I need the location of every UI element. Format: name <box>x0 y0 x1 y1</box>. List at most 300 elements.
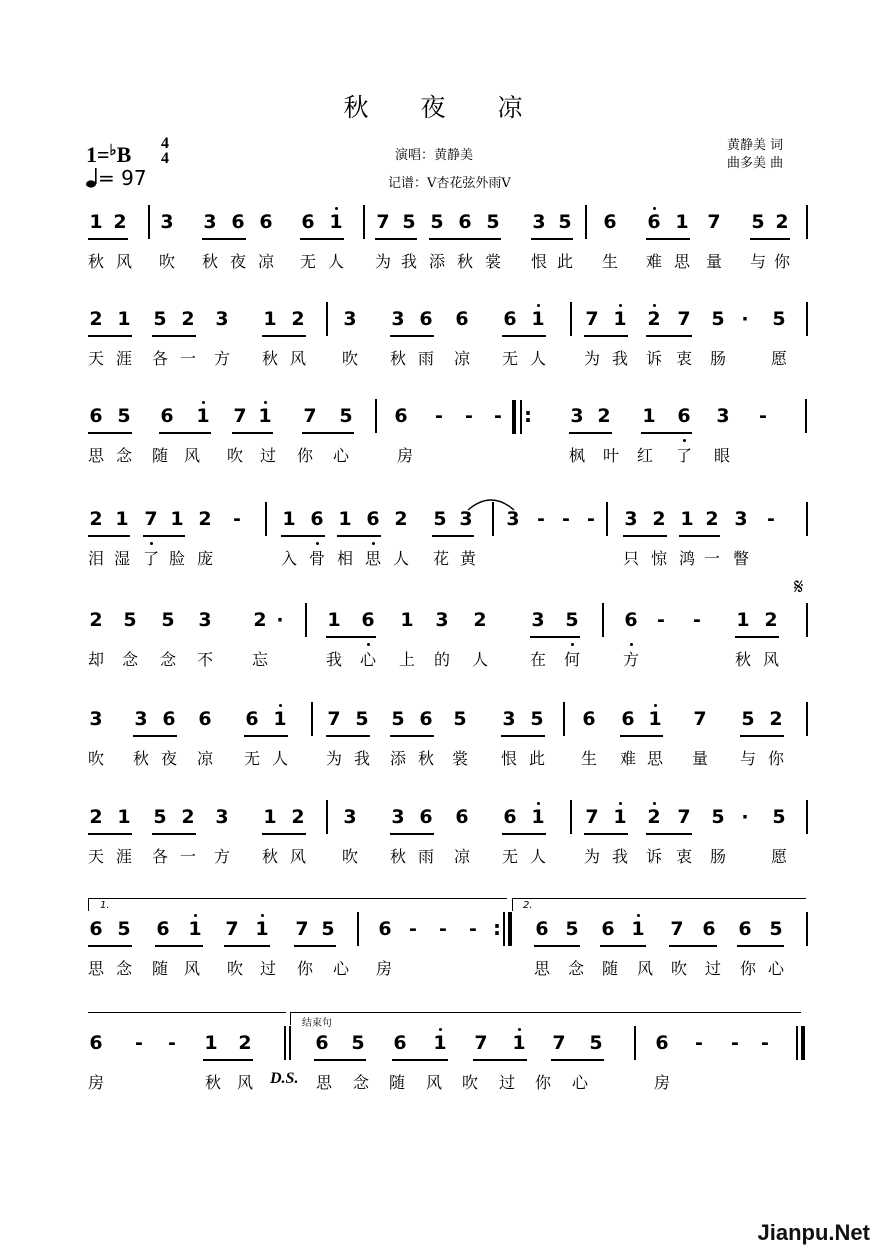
composer-credit: 曲多美 曲 <box>727 156 784 171</box>
lyric-syllable: 此 <box>556 252 574 271</box>
lyric-syllable: 心 <box>359 650 377 669</box>
note: 5 <box>486 211 500 233</box>
lyric-syllable: 随 <box>388 1073 406 1092</box>
beam-underline <box>88 335 132 337</box>
lyric-syllable: 秋 <box>389 349 407 368</box>
lyric-syllable: 房 <box>87 1073 105 1092</box>
note: 3 <box>716 405 730 427</box>
note: 2 <box>181 806 195 828</box>
key-signature: 1=♭B <box>86 142 132 167</box>
note: 1 <box>631 918 645 940</box>
lyric-syllable: 衷 <box>675 349 693 368</box>
lyric-syllable: 风 <box>289 847 307 866</box>
note: 3 <box>531 609 545 631</box>
note: 5 <box>153 308 167 330</box>
lyric-syllable: 思 <box>533 959 551 978</box>
lyric-syllable: 秋 <box>456 252 474 271</box>
beam-underline <box>281 535 325 537</box>
note: 6 <box>156 918 170 940</box>
beam-underline <box>620 735 663 737</box>
note: 7 <box>233 405 247 427</box>
bar-line <box>606 502 608 536</box>
beam-underline <box>502 833 546 835</box>
lyric-syllable: 凉 <box>453 349 471 368</box>
score-line <box>0 708 888 798</box>
lyric-syllable: 为 <box>374 252 392 271</box>
lyric-syllable: 思 <box>87 446 105 465</box>
note: 2 <box>597 405 611 427</box>
note: 7 <box>677 806 691 828</box>
beam-underline <box>390 833 434 835</box>
note: 6 <box>603 211 617 233</box>
lyric-syllable: 人 <box>271 749 289 768</box>
beam-underline <box>584 833 628 835</box>
lyric-syllable: 你 <box>296 959 314 978</box>
ending-label: 结束句 <box>302 1018 332 1029</box>
note: - <box>168 1032 176 1054</box>
lyric-syllable: 人 <box>529 847 547 866</box>
beam-underline <box>88 535 130 537</box>
note: 6 <box>624 609 638 631</box>
beam-underline <box>244 735 288 737</box>
note: 5 <box>453 708 467 730</box>
beam-underline <box>326 735 370 737</box>
lyric-syllable: 无 <box>501 847 519 866</box>
note: 5 <box>351 1032 365 1054</box>
note: 6 <box>89 918 103 940</box>
note: 3 <box>134 708 148 730</box>
note: 5 <box>589 1032 603 1054</box>
note: 6 <box>378 918 392 940</box>
note: 1 <box>282 508 296 530</box>
note: 6 <box>89 1032 103 1054</box>
note: 1 <box>170 508 184 530</box>
lyric-syllable: 凉 <box>453 847 471 866</box>
beam-underline <box>750 238 790 240</box>
score-line <box>0 609 888 699</box>
final-bar-thick <box>801 1026 805 1060</box>
beam-underline <box>641 432 692 434</box>
lyric-syllable: 涯 <box>115 847 133 866</box>
note: 5 <box>117 918 131 940</box>
note: 6 <box>259 211 273 233</box>
note: 6 <box>738 918 752 940</box>
site-watermark: Jianpu.Net <box>757 1220 870 1245</box>
note: 7 <box>327 708 341 730</box>
lyric-syllable: 红 <box>636 446 654 465</box>
lyric-syllable: 与 <box>749 252 767 271</box>
lyric-syllable: 只 <box>622 549 640 568</box>
note: 6 <box>582 708 596 730</box>
bar-line <box>585 205 587 239</box>
score-line <box>0 508 888 598</box>
lyric-syllable: 湿 <box>113 549 131 568</box>
note: 5 <box>741 708 755 730</box>
note: 6 <box>393 1032 407 1054</box>
note: 3 <box>160 211 174 233</box>
lyric-syllable: 此 <box>528 749 546 768</box>
octave-dot <box>653 304 656 307</box>
note: 3 <box>570 405 584 427</box>
note: 5 <box>565 918 579 940</box>
final-bar-thick <box>512 400 516 434</box>
lyric-syllable: 房 <box>375 959 393 978</box>
beam-underline <box>224 945 270 947</box>
note: 3 <box>391 308 405 330</box>
lyric-syllable: 夜 <box>229 252 247 271</box>
note: 2 <box>291 806 305 828</box>
lyric-syllable: 我 <box>611 847 629 866</box>
lyric-syllable: 念 <box>121 650 139 669</box>
octave-dot <box>261 914 264 917</box>
bar-line <box>570 302 572 336</box>
beam-underline <box>530 636 580 638</box>
beam-underline <box>302 432 354 434</box>
note: 5 <box>123 609 137 631</box>
note: 6 <box>231 211 245 233</box>
transcriber-credit: 记谱：V杏花弦外雨V <box>388 176 511 191</box>
note: 1 <box>255 918 269 940</box>
lyric-syllable: 愿 <box>770 349 788 368</box>
lyric-syllable: 念 <box>115 446 133 465</box>
lyric-syllable: 房 <box>396 446 414 465</box>
note: - <box>494 405 502 427</box>
lyric-syllable: 念 <box>115 959 133 978</box>
note: 6 <box>535 918 549 940</box>
lyric-syllable: 一 <box>179 847 197 866</box>
octave-dot <box>518 1028 521 1031</box>
lyric-syllable: 我 <box>353 749 371 768</box>
note: 5 <box>339 405 353 427</box>
note: 7 <box>693 708 707 730</box>
lyric-syllable: 雨 <box>417 349 435 368</box>
note: 3 <box>343 806 357 828</box>
lyric-syllable: 何 <box>563 650 581 669</box>
lyric-syllable: 思 <box>673 252 691 271</box>
octave-dot <box>653 207 656 210</box>
octave-dot <box>335 207 338 210</box>
beam-underline <box>155 945 203 947</box>
lyric-syllable: 无 <box>299 252 317 271</box>
note: 6 <box>419 806 433 828</box>
beam-underline <box>314 1059 366 1061</box>
bracket-line-9a <box>88 1012 286 1014</box>
lyric-syllable: 一 <box>179 349 197 368</box>
lyric-syllable: 念 <box>567 959 585 978</box>
lyric-syllable: 了 <box>675 446 693 465</box>
note: 7 <box>585 806 599 828</box>
note: 5 <box>391 708 405 730</box>
note: - <box>761 1032 769 1054</box>
note: 6 <box>394 405 408 427</box>
lyric-syllable: 瞥 <box>732 549 750 568</box>
lyric-syllable: 方 <box>213 349 231 368</box>
note: - <box>731 1032 739 1054</box>
note: 3 <box>459 508 473 530</box>
lyric-syllable: 肠 <box>709 349 727 368</box>
note: 3 <box>532 211 546 233</box>
repeat-dots: : <box>524 403 532 427</box>
lyric-syllable: 秋 <box>734 650 752 669</box>
lyric-syllable: 秋 <box>417 749 435 768</box>
note: 7 <box>295 918 309 940</box>
note: 3 <box>89 708 103 730</box>
note: 5 <box>565 609 579 631</box>
note: - <box>693 609 701 631</box>
note: 5 <box>530 708 544 730</box>
bar-line <box>805 399 807 433</box>
beam-underline <box>534 945 580 947</box>
lyric-syllable: 过 <box>259 446 277 465</box>
lyric-syllable: 心 <box>767 959 785 978</box>
lyric-syllable: 叶 <box>602 446 620 465</box>
note: 1 <box>263 806 277 828</box>
lyric-syllable: 吹 <box>670 959 688 978</box>
beam-underline <box>646 335 692 337</box>
bar-line <box>806 205 808 239</box>
volta-1-label: 1. <box>100 900 110 911</box>
octave-dot <box>537 802 540 805</box>
lyric-syllable: 随 <box>151 446 169 465</box>
lyric-syllable: 了 <box>142 549 160 568</box>
lyric-syllable: 凉 <box>196 749 214 768</box>
note: 2 <box>89 609 103 631</box>
note: 5 <box>751 211 765 233</box>
beam-underline <box>294 945 336 947</box>
note: 1 <box>204 1032 218 1054</box>
lyric-syllable: 随 <box>151 959 169 978</box>
note: 2 <box>647 806 661 828</box>
note: 6 <box>245 708 259 730</box>
note: 3 <box>215 806 229 828</box>
lyric-syllable: 风 <box>636 959 654 978</box>
note: 1 <box>648 708 662 730</box>
octave-dot <box>194 914 197 917</box>
lyric-syllable: 心 <box>571 1073 589 1092</box>
lyric-syllable: 恨 <box>530 252 548 271</box>
lyric-syllable: 为 <box>325 749 343 768</box>
lyric-syllable: 你 <box>767 749 785 768</box>
note: 7 <box>376 211 390 233</box>
beam-underline <box>531 238 573 240</box>
lyric-syllable: 吹 <box>226 446 244 465</box>
lyric-syllable: 裳 <box>484 252 502 271</box>
beam-underline <box>262 335 306 337</box>
lyric-syllable: 秋 <box>261 847 279 866</box>
volta-bracket-2 <box>512 898 806 911</box>
note: 1 <box>531 308 545 330</box>
lyric-syllable: 你 <box>739 959 757 978</box>
bar-line <box>363 205 365 239</box>
note: 5 <box>161 609 175 631</box>
note: 3 <box>343 308 357 330</box>
note: 5 <box>117 405 131 427</box>
octave-dot <box>264 401 267 404</box>
beam-underline <box>392 1059 448 1061</box>
lyric-syllable: 思 <box>364 549 382 568</box>
note: 5 <box>402 211 416 233</box>
lyric-syllable: 人 <box>529 349 547 368</box>
lyric-syllable: 愿 <box>770 847 788 866</box>
note: 6 <box>647 211 661 233</box>
lyric-syllable: 入 <box>280 549 298 568</box>
bar-line <box>375 399 377 433</box>
note: 5 <box>433 508 447 530</box>
note: 1 <box>89 211 103 233</box>
lyric-syllable: 风 <box>425 1073 443 1092</box>
lyric-syllable: 一 <box>703 549 721 568</box>
lyric-syllable: 你 <box>296 446 314 465</box>
double-bar-b <box>289 1026 291 1060</box>
lyric-syllable: 念 <box>352 1073 370 1092</box>
bar-line <box>806 800 808 834</box>
note: 1 <box>338 508 352 530</box>
note: 2 <box>769 708 783 730</box>
octave-dot <box>630 643 633 646</box>
lyric-syllable: 吹 <box>341 847 359 866</box>
double-bar-a <box>284 1026 286 1060</box>
lyric-syllable: 雨 <box>417 847 435 866</box>
beam-underline <box>646 238 690 240</box>
bar-line <box>326 302 328 336</box>
note: 7 <box>677 308 691 330</box>
lyric-syllable: 肠 <box>709 847 727 866</box>
lyric-syllable: 各 <box>151 349 169 368</box>
lyric-syllable: 秋 <box>204 1073 222 1092</box>
lyric-syllable: 添 <box>389 749 407 768</box>
lyric-syllable: 我 <box>400 252 418 271</box>
note: - <box>439 918 447 940</box>
beam-underline <box>390 735 434 737</box>
lyric-syllable: 凉 <box>257 252 275 271</box>
bar-line <box>602 603 604 637</box>
lyric-syllable: 为 <box>583 349 601 368</box>
lyric-syllable: 量 <box>705 252 723 271</box>
note: 6 <box>301 211 315 233</box>
note: - <box>759 405 767 427</box>
octave-dot <box>653 802 656 805</box>
lyric-syllable: 方 <box>622 650 640 669</box>
note: 1 <box>613 308 627 330</box>
lyric-syllable: 心 <box>332 446 350 465</box>
lyric-syllable: 不 <box>196 650 214 669</box>
note: 3 <box>624 508 638 530</box>
lyric-syllable: 恨 <box>500 749 518 768</box>
note: 2 <box>89 308 103 330</box>
score-line <box>0 918 888 1008</box>
lyric-syllable: 风 <box>762 650 780 669</box>
lyric-syllable: 枫 <box>568 446 586 465</box>
note: 5 <box>711 308 725 330</box>
volta-bracket-1 <box>88 898 507 911</box>
lyric-syllable: 衷 <box>675 847 693 866</box>
singer-credit: 演唱：黄静美 <box>395 148 474 163</box>
lyric-syllable: 风 <box>183 959 201 978</box>
volta-2-label: 2. <box>523 900 533 911</box>
lyric-syllable: 秋 <box>389 847 407 866</box>
beam-underline <box>679 535 720 537</box>
lyric-syllable: 秋 <box>87 252 105 271</box>
note: 7 <box>303 405 317 427</box>
beam-underline <box>740 735 784 737</box>
lyric-syllable: 过 <box>704 959 722 978</box>
lyric-syllable: 房 <box>653 1073 671 1092</box>
note: 6 <box>89 405 103 427</box>
note: 1 <box>263 308 277 330</box>
bar-line <box>806 502 808 536</box>
lyric-syllable: 诉 <box>645 847 663 866</box>
note: 1 <box>196 405 210 427</box>
repeat-end-dots: : <box>493 916 501 940</box>
octave-dot <box>316 542 319 545</box>
note: 1 <box>613 806 627 828</box>
lyric-syllable: 人 <box>392 549 410 568</box>
note: - <box>409 918 417 940</box>
lyric-syllable: 随 <box>601 959 619 978</box>
note: 1 <box>400 609 414 631</box>
beam-underline <box>133 735 177 737</box>
note: 5 <box>772 308 786 330</box>
beam-underline <box>584 335 628 337</box>
note: 5 <box>321 918 335 940</box>
note: 6 <box>361 609 375 631</box>
beam-underline <box>502 335 546 337</box>
lyric-syllable: 脸 <box>168 549 186 568</box>
lyric-syllable: 生 <box>580 749 598 768</box>
lyric-syllable: 秋 <box>261 349 279 368</box>
note: 1 <box>117 308 131 330</box>
lyric-syllable: 风 <box>183 446 201 465</box>
lyric-syllable: 念 <box>159 650 177 669</box>
octave-dot <box>372 542 375 545</box>
note: - <box>469 918 477 940</box>
note: 5 <box>355 708 369 730</box>
beam-underline <box>159 432 211 434</box>
bar-line <box>305 603 307 637</box>
lyric-syllable: 吹 <box>226 959 244 978</box>
tie-arc <box>466 496 516 512</box>
beam-underline <box>390 335 434 337</box>
beam-underline <box>669 945 717 947</box>
beam-underline <box>152 833 196 835</box>
lyric-syllable: 心 <box>332 959 350 978</box>
beam-underline <box>600 945 646 947</box>
note: 6 <box>160 405 174 427</box>
beam-underline <box>735 636 779 638</box>
lyric-syllable: 夜 <box>160 749 178 768</box>
note: 1 <box>736 609 750 631</box>
note: 5 <box>153 806 167 828</box>
bar-line <box>148 205 150 239</box>
note: 7 <box>552 1032 566 1054</box>
note: 7 <box>707 211 721 233</box>
note: 1 <box>642 405 656 427</box>
score-line <box>0 1032 888 1122</box>
note: 1 <box>433 1032 447 1054</box>
repeat-end-thick <box>508 912 512 946</box>
lyric-syllable: 秋 <box>132 749 150 768</box>
note: - <box>233 508 241 530</box>
note: 2 <box>181 308 195 330</box>
octave-dot <box>654 704 657 707</box>
lyric-syllable: 在 <box>529 650 547 669</box>
beam-underline <box>623 535 667 537</box>
lyric-syllable: 人 <box>471 650 489 669</box>
beam-underline <box>326 636 376 638</box>
beam-underline <box>203 1059 253 1061</box>
bar-line <box>326 800 328 834</box>
lyric-syllable: 天 <box>87 847 105 866</box>
